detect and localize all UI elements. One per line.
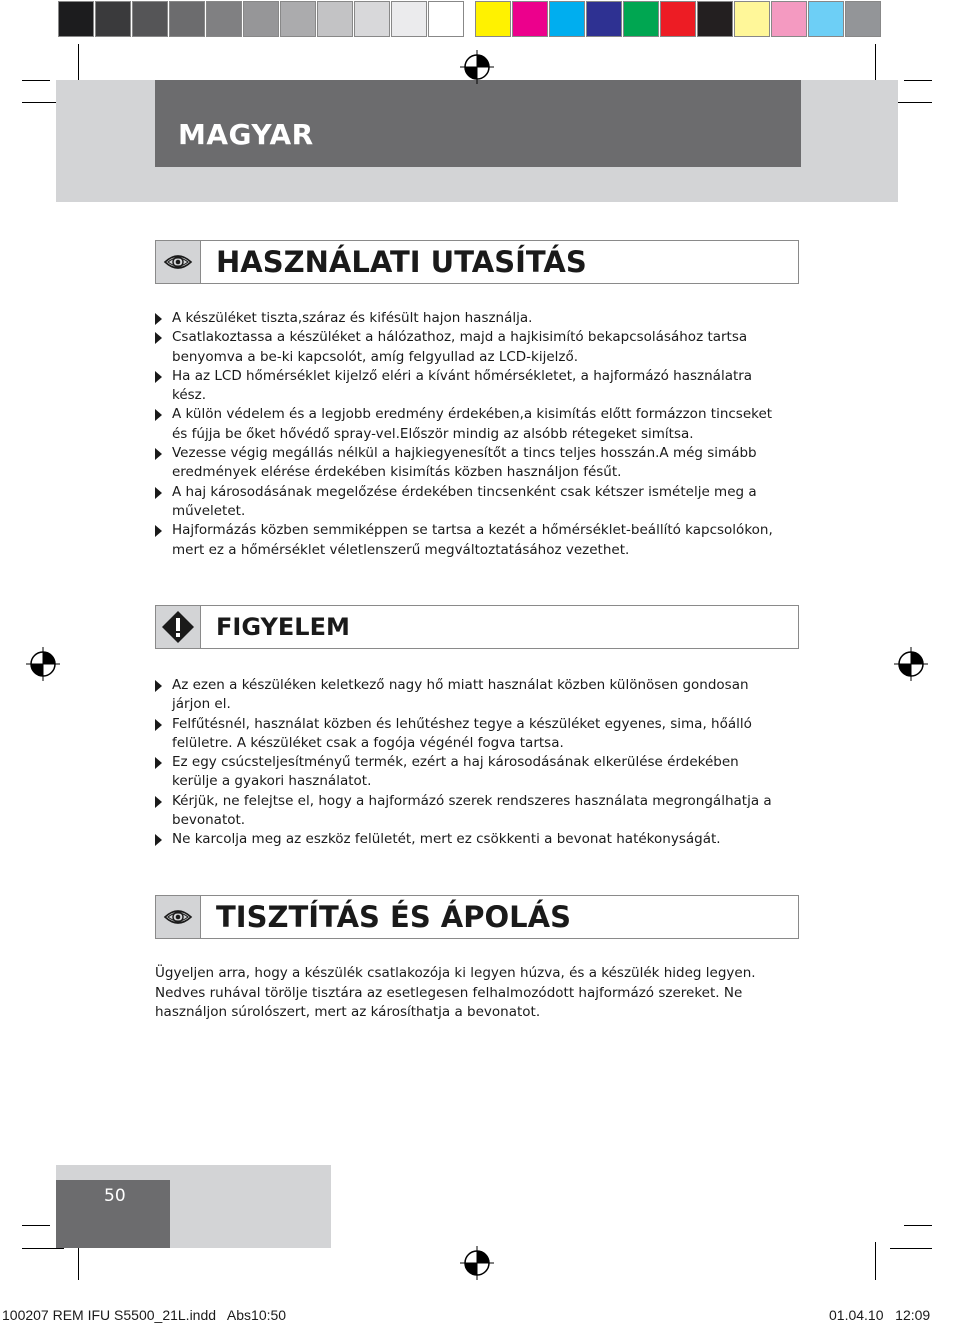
gray-swatch — [169, 1, 205, 37]
usage-section-header — [155, 240, 799, 284]
list-item-text: Felfűtésnél, használat közben és lehűtéshez tegye a készüléket egyenes, sima, hőálló felületre. A készüléket csak a fogója végénél fogva tartsa. — [172, 715, 752, 751]
list-item — [155, 309, 785, 328]
bullet-arrow-icon — [155, 487, 162, 499]
color-swatch — [512, 1, 548, 37]
language-title: MAGYAR — [178, 118, 314, 151]
usage-instructions-list — [155, 309, 785, 560]
list-item-text: Kérjük, ne felejtse el, hogy a hajformázó szerek rendszeres használata megrongálhatja a bevonatot. — [172, 792, 772, 829]
color-swatch — [475, 1, 511, 37]
color-calibration-bar — [58, 1, 882, 39]
eye-icon — [163, 251, 193, 273]
list-item — [155, 483, 785, 522]
file-info: 100207 REM IFU S5500_21L.indd Abs10:50 — [2, 1307, 287, 1323]
registration-mark-icon — [460, 50, 494, 84]
registration-mark-icon — [460, 1246, 494, 1280]
date-time: 01.04.10 12:09 — [829, 1307, 931, 1323]
eye-icon — [163, 906, 193, 928]
list-item — [155, 521, 785, 560]
color-swatch — [549, 1, 585, 37]
warning-icon — [161, 610, 195, 644]
bullet-arrow-icon — [155, 796, 162, 808]
list-item — [155, 444, 785, 483]
list-item-text: A készüléket tiszta,száraz és kifésült hajon használja. — [172, 310, 533, 326]
gray-swatch — [428, 1, 464, 37]
list-item — [155, 792, 785, 831]
bullet-arrow-icon — [155, 313, 162, 325]
bullet-arrow-icon — [155, 680, 162, 692]
list-item-text: A külön védelem és a legjobb eredmény érdekében,a kisimítás előtt formázzon tincseket és fújja be őket hővédő spray-vel.Először mindig az alsóbb rétegeket simítsa. — [172, 406, 773, 442]
list-item — [155, 830, 785, 849]
color-swatch — [771, 1, 807, 37]
page-number: 50 — [104, 1186, 126, 1206]
bullet-arrow-icon — [155, 409, 162, 421]
list-item — [155, 676, 785, 715]
cleaning-title: TISZTÍTÁS ÉS ÁPOLÁS — [216, 900, 571, 934]
warning-section-header — [155, 605, 799, 649]
list-item — [155, 367, 785, 406]
registration-mark-icon — [894, 647, 928, 681]
bullet-arrow-icon — [155, 448, 162, 460]
gray-swatch — [132, 1, 168, 37]
cleaning-paragraph: Ügyeljen arra, hogy a készülék csatlakozója ki legyen húzva, és a készülék hideg legyen. Nedves ruhával törölje tisztára az esetlegesen felhalmozódott hajformázó szereket. Ne használjon súrolószert, mert az károsíthatja a bevonatot. — [155, 965, 756, 1020]
bullet-arrow-icon — [155, 371, 162, 383]
gray-swatch — [58, 1, 94, 37]
gray-swatch — [206, 1, 242, 37]
list-item — [155, 328, 785, 367]
bullet-arrow-icon — [155, 525, 162, 537]
list-item-text: Ez egy csúcsteljesítményű termék, ezért a haj károsodásának elkerülése érdekében kerülje a gyakori használatot. — [172, 754, 739, 790]
color-swatch — [660, 1, 696, 37]
color-swatch — [845, 1, 881, 37]
gray-swatch — [317, 1, 353, 37]
color-swatch — [586, 1, 622, 37]
color-swatch — [734, 1, 770, 37]
warning-title: FIGYELEM — [216, 613, 350, 641]
color-swatch — [808, 1, 844, 37]
list-item — [155, 715, 785, 754]
gray-swatch — [280, 1, 316, 37]
list-item-text: Az ezen a készüléken keletkező nagy hő miatt használat közben különösen gondosan járjon el. — [172, 677, 749, 713]
list-item — [155, 405, 785, 444]
list-item-text: Ha az LCD hőmérséklet kijelző eléri a kívánt hőmérsékletet, a hajformázó használatra kész. — [172, 367, 753, 404]
gray-swatch — [95, 1, 131, 37]
registration-mark-icon — [26, 647, 60, 681]
color-swatch — [623, 1, 659, 37]
bullet-arrow-icon — [155, 719, 162, 731]
usage-title: HASZNÁLATI UTASÍTÁS — [216, 245, 587, 279]
bullet-arrow-icon — [155, 757, 162, 769]
gray-swatch — [354, 1, 390, 37]
bullet-arrow-icon — [155, 834, 162, 846]
list-item-text: Csatlakoztassa a készüléket a hálózathoz, majd a hajkisimító bekapcsolásához tartsa benyomva a be-ki kapcsolót, amíg felgyullad az LCD-kijelző. — [172, 329, 748, 365]
gray-swatch — [391, 1, 427, 37]
list-item-text: Vezesse végig megállás nélkül a hajkiegyenesítőt a tincs teljes hosszán.A még simább eredmények elérése érdekében kisimítás közben használjon fésűt. — [172, 445, 757, 481]
list-item-text: Hajformázás közben semmiképpen se tartsa a kezét a hőmérséklet-beállító kapcsolókon, mert ez a hőmérséklet véletlenszerű megváltoztatásához vezethet. — [172, 522, 773, 558]
color-swatch — [697, 1, 733, 37]
list-item-text: A haj károsodásának megelőzése érdekében tincsenként csak kétszer ismételje meg a műveletet. — [172, 483, 757, 519]
cleaning-section-header — [155, 895, 799, 939]
bullet-arrow-icon — [155, 332, 162, 344]
list-item — [155, 753, 785, 792]
gray-swatch — [243, 1, 279, 37]
list-item-text: Ne karcolja meg az eszköz felületét, mert ez csökkenti a bevonat hatékonyságát. — [172, 831, 721, 848]
warning-list — [155, 676, 785, 850]
